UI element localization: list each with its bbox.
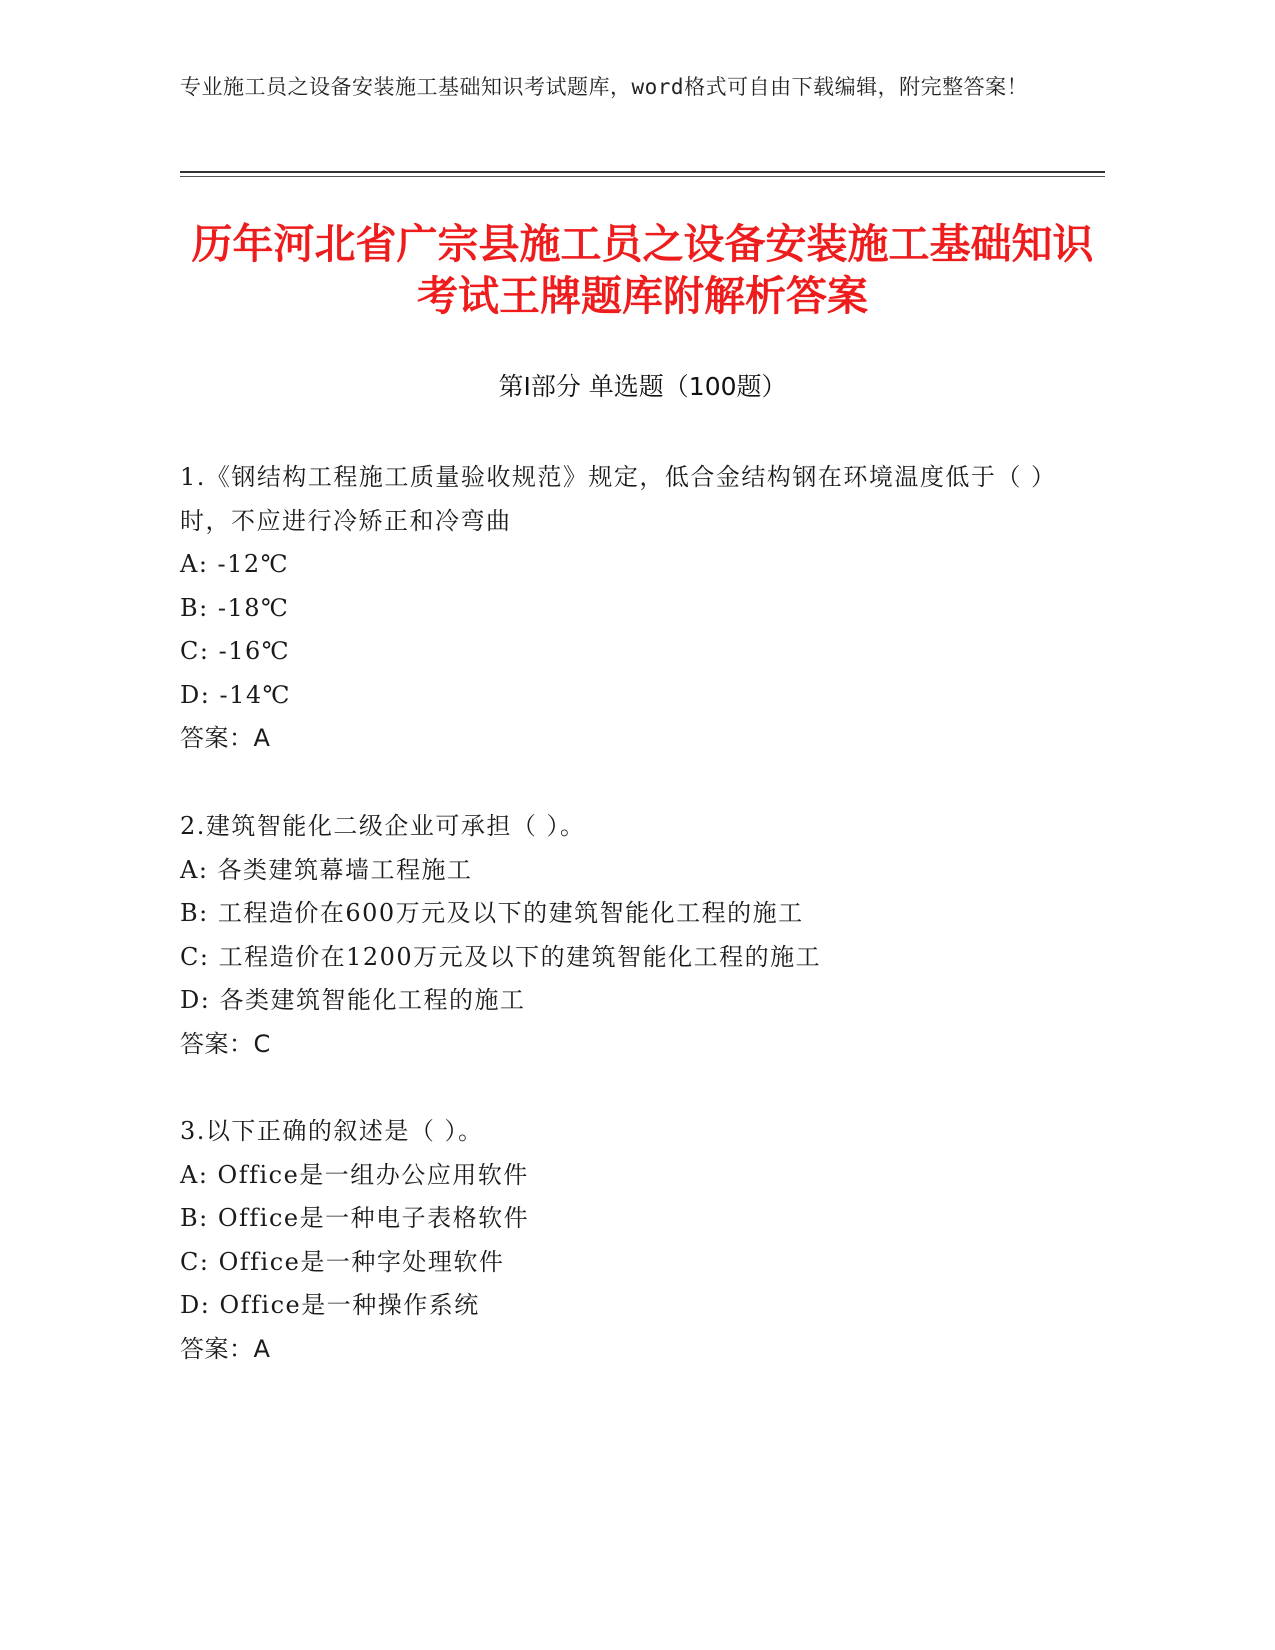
answer-label: 答案：A (180, 1334, 271, 1363)
question-stem: 2.建筑智能化二级企业可承担（ ）。 (180, 812, 586, 840)
document-title: 历年河北省广宗县施工员之设备安装施工基础知识考试王牌题库附解析答案 (191, 220, 1094, 320)
option-c: C: 工程造价在1200万元及以下的建筑智能化工程的施工 (180, 942, 822, 971)
question-2 (180, 805, 1105, 1066)
question-stem: 3.以下正确的叙述是（ ）。 (180, 1117, 484, 1145)
option-a: A: -12℃ (180, 550, 290, 578)
option-b: B: -18℃ (180, 593, 290, 622)
answer-label: 答案：A (180, 724, 271, 752)
question-stem: 1.《钢结构工程施工质量验收规范》规定，低合金结构钢在环境温度低于（ ）时，不应进行冷矫正和冷弯曲 (180, 463, 1057, 535)
section-heading: 第Ⅰ部分 单选题（100题） (498, 372, 787, 401)
option-d: D: -14℃ (180, 680, 291, 709)
option-a: A: 各类建筑幕墙工程施工 (180, 855, 473, 884)
option-d: D: 各类建筑智能化工程的施工 (180, 986, 526, 1014)
header-note: 专业施工员之设备安装施工基础知识考试题库，word格式可自由下载编辑，附完整答案！ (180, 75, 1029, 99)
question-3 (180, 1110, 1105, 1371)
header-divider-thick (180, 171, 1105, 173)
answer-label: 答案：C (180, 1029, 271, 1058)
option-b: B: 工程造价在600万元及以下的建筑智能化工程的施工 (180, 899, 804, 927)
header-divider-thin (180, 176, 1105, 177)
question-1 (180, 456, 1105, 761)
option-d: D: Office是一种操作系统 (180, 1291, 480, 1319)
option-c: C: -16℃ (180, 637, 291, 665)
option-b: B: Office是一种电子表格软件 (180, 1204, 530, 1232)
option-a: A: Office是一组办公应用软件 (180, 1160, 529, 1189)
option-c: C: Office是一种字处理软件 (180, 1247, 505, 1276)
